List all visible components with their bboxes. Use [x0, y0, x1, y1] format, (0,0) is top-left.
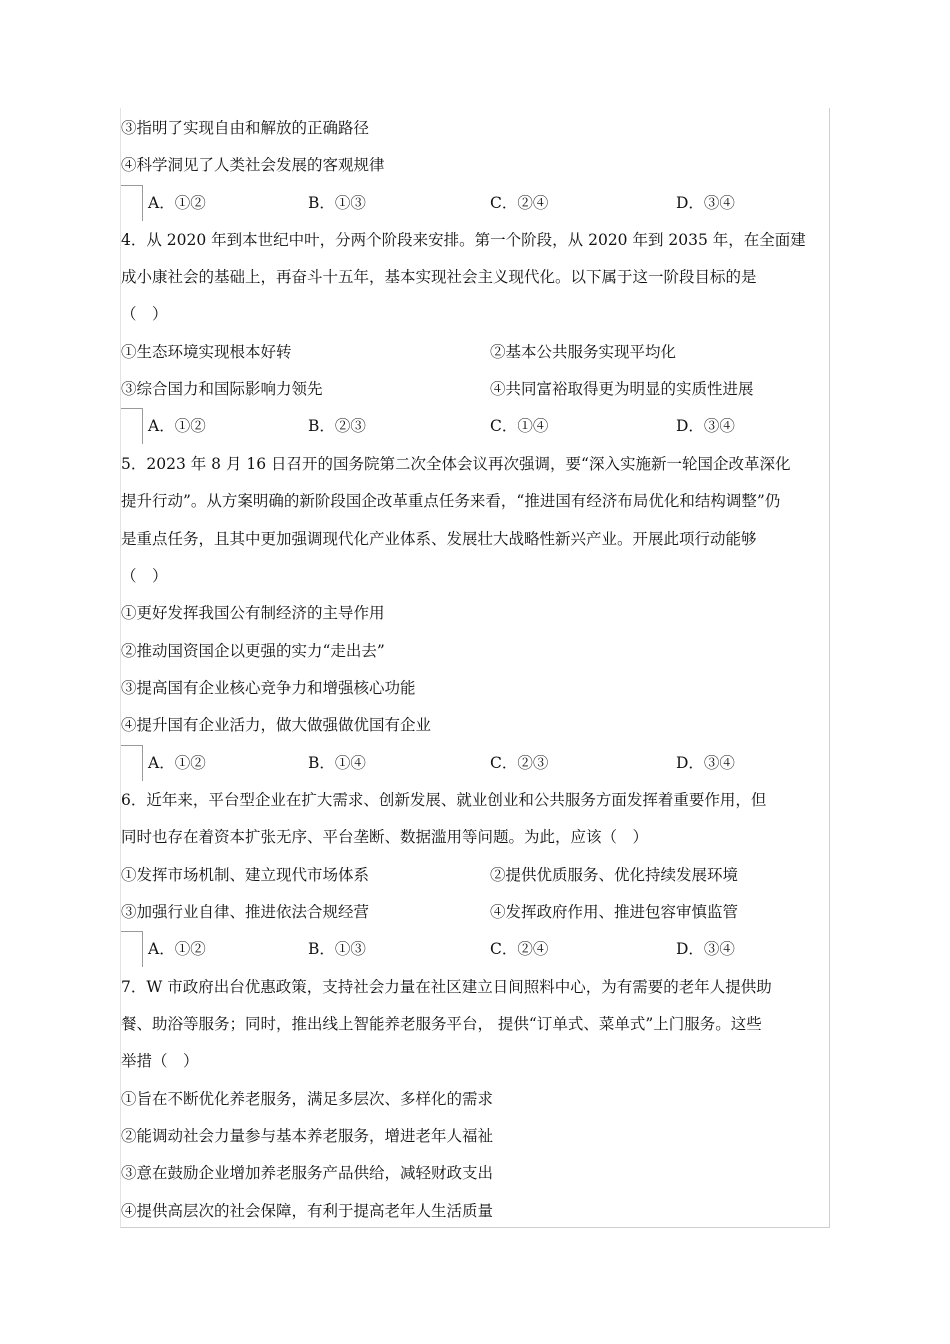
- q4-item-1: ①生态环境实现根本好转: [121, 343, 292, 361]
- q6-choice-b[interactable]: B．①③: [308, 940, 366, 958]
- q4-answer-choices: [121, 408, 821, 444]
- answer-bracket: [121, 408, 143, 444]
- q3-choice-d[interactable]: D．③④: [676, 194, 735, 212]
- answer-bracket: [121, 185, 143, 221]
- q6-item-3: ③加强行业自律、推进依法合规经营: [121, 903, 370, 921]
- q7-item-4: ④提供高层次的社会保障，有利于提高老年人生活质量: [121, 1202, 494, 1220]
- q7-item-2: ②能调动社会力量参与基本养老服务，增进老年人福祉: [121, 1127, 494, 1145]
- q4-item-3: ③综合国力和国际影响力领先: [121, 380, 323, 398]
- q5-stem-line-1: 5．2023 年 8 月 16 日召开的国务院第二次全体会议再次强调，要“深入实施新一轮国企改革深化: [121, 455, 791, 473]
- q4-choice-b[interactable]: B．②③: [308, 417, 366, 435]
- q4-choice-a[interactable]: A．①②: [148, 417, 206, 435]
- q4-stem-line-1: 4．从 2020 年到本世纪中叶，分两个阶段来安排。第一个阶段，从 2020 年到 2035 年，在全面建: [121, 231, 806, 249]
- q5-answer-choices: [121, 745, 821, 781]
- q6-items-row-2: [121, 902, 821, 922]
- q6-answer-choices: [121, 931, 821, 967]
- q3-choice-b[interactable]: B．①③: [308, 194, 366, 212]
- q4-items-row-2: [121, 379, 821, 399]
- q5-choice-d[interactable]: D．③④: [676, 754, 735, 772]
- q4-choice-d[interactable]: D．③④: [676, 417, 735, 435]
- q5-choice-b[interactable]: B．①④: [308, 754, 366, 772]
- q4-items-row-1: [121, 342, 821, 362]
- q5-stem-line-3: 是重点任务，且其中更加强调现代化产业体系、发展壮大战略性新兴产业。开展此项行动能够: [121, 530, 757, 548]
- q7-stem-line-2: 餐、助浴等服务；同时，推出线上智能养老服务平台， 提供“订单式、菜单式”上门服务。这些: [121, 1015, 762, 1033]
- q6-choice-d[interactable]: D．③④: [676, 940, 735, 958]
- q4-stem-line-2: 成小康社会的基础上，再奋斗十五年，基本实现社会主义现代化。以下属于这一阶段目标的是: [121, 268, 757, 286]
- q6-item-1: ①发挥市场机制、建立现代市场体系: [121, 866, 370, 884]
- q5-item-2: ②推动国资国企以更强的实力“走出去”: [121, 642, 385, 660]
- q5-stem-line-4: （ ）: [121, 567, 168, 585]
- q4-stem-line-3: （ ）: [121, 305, 168, 323]
- q3-choice-c[interactable]: C．②④: [490, 194, 549, 212]
- q6-stem-line-1: 6．近年来，平台型企业在扩大需求、创新发展、就业创业和公共服务方面发挥着重要作用，但: [121, 791, 767, 809]
- q7-item-1: ①旨在不断优化养老服务，满足多层次、多样化的需求: [121, 1090, 494, 1108]
- q5-item-3: ③提高国有企业核心竞争力和增强核心功能: [121, 679, 416, 697]
- q3-answer-choices: [121, 185, 821, 221]
- q7-stem-line-1: 7．W 市政府出台优惠政策，支持社会力量在社区建立日间照料中心，为有需要的老年人提供助: [121, 978, 772, 996]
- q5-choice-c[interactable]: C．②③: [490, 754, 549, 772]
- q6-items-row-1: [121, 865, 821, 885]
- q5-item-1: ①更好发挥我国公有制经济的主导作用: [121, 604, 385, 622]
- q7-item-3: ③意在鼓励企业增加养老服务产品供给，减轻财政支出: [121, 1164, 494, 1182]
- q4-item-2: ②基本公共服务实现平均化: [490, 343, 677, 361]
- answer-bracket: [121, 931, 143, 967]
- q6-choice-c[interactable]: C．②④: [490, 940, 549, 958]
- q3-item-3: ③指明了实现自由和解放的正确路径: [121, 119, 370, 137]
- q3-choice-a[interactable]: A．①②: [148, 194, 206, 212]
- q3-item-4: ④科学洞见了人类社会发展的客观规律: [121, 156, 385, 174]
- q6-item-2: ②提供优质服务、优化持续发展环境: [490, 866, 739, 884]
- q6-item-4: ④发挥政府作用、推进包容审慎监管: [490, 903, 739, 921]
- q5-choice-a[interactable]: A．①②: [148, 754, 206, 772]
- q5-item-4: ④提升国有企业活力，做大做强做优国有企业: [121, 716, 432, 734]
- answer-bracket: [121, 745, 143, 781]
- q4-item-4: ④共同富裕取得更为明显的实质性进展: [490, 380, 754, 398]
- q6-stem-line-2: 同时也存在着资本扩张无序、平台垄断、数据滥用等问题。为此，应该（ ）: [121, 828, 649, 846]
- q7-stem-line-3: 举措（ ）: [121, 1052, 199, 1070]
- q4-choice-c[interactable]: C．①④: [490, 417, 549, 435]
- q6-choice-a[interactable]: A．①②: [148, 940, 206, 958]
- q5-stem-line-2: 提升行动”。从方案明确的新阶段国企改革重点任务来看，“推进国有经济布局优化和结构调整”仍: [121, 492, 781, 510]
